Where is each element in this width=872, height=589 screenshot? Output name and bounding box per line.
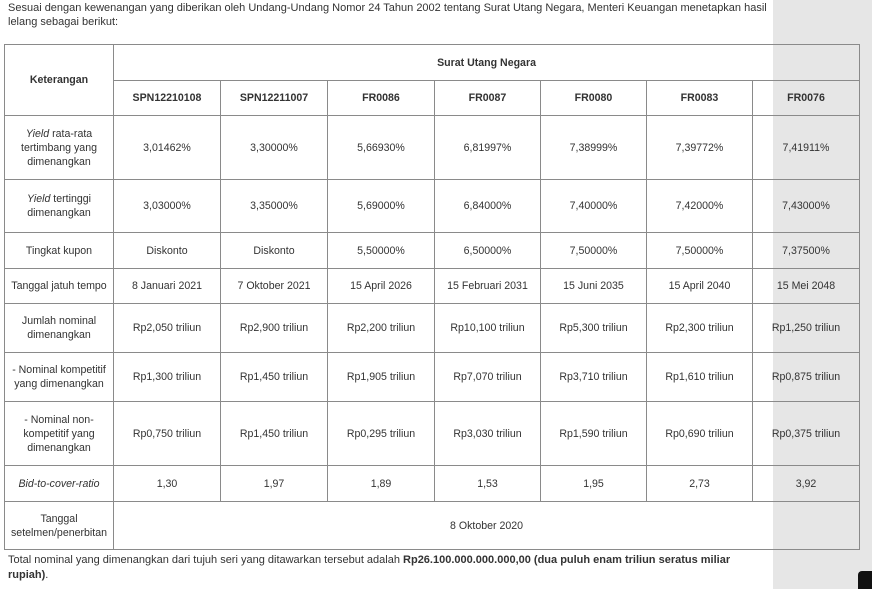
table-cell: 3,01462% bbox=[114, 116, 221, 180]
table-cell: Rp0,750 triliun bbox=[114, 402, 221, 466]
group-header: Surat Utang Negara bbox=[114, 45, 860, 81]
table-cell: Rp0,875 triliun bbox=[753, 353, 860, 402]
settlement-row bbox=[5, 502, 860, 550]
table-cell: 7 Oktober 2021 bbox=[221, 269, 328, 304]
footer-suffix: . bbox=[45, 569, 49, 581]
table-row bbox=[5, 116, 860, 180]
row-label bbox=[5, 180, 114, 233]
table-cell: 3,03000% bbox=[114, 180, 221, 233]
table-cell: Rp1,610 triliun bbox=[647, 353, 753, 402]
table-cell: 3,30000% bbox=[221, 116, 328, 180]
row-label-text: - Nominal non-kompetitif yang dimenangkan bbox=[23, 413, 95, 454]
series-header: FR0083 bbox=[647, 81, 753, 116]
row-label bbox=[5, 269, 114, 304]
header-row-group bbox=[5, 45, 860, 81]
table-cell: 3,92 bbox=[753, 466, 860, 502]
table-cell: 1,95 bbox=[541, 466, 647, 502]
row-label bbox=[5, 116, 114, 180]
table-cell: 8 Januari 2021 bbox=[114, 269, 221, 304]
table-row bbox=[5, 180, 860, 233]
row-label-text: rata-rata tertimbang yang dimenangkan bbox=[21, 127, 97, 168]
table-row bbox=[5, 353, 860, 402]
table-cell: 15 April 2040 bbox=[647, 269, 753, 304]
table-cell: 6,50000% bbox=[435, 233, 541, 269]
table-row bbox=[5, 269, 860, 304]
table-cell: Rp2,900 triliun bbox=[221, 304, 328, 353]
table-cell: 1,97 bbox=[221, 466, 328, 502]
table-cell: 5,66930% bbox=[328, 116, 435, 180]
row-label-italic: Bid-to-cover-ratio bbox=[18, 477, 100, 490]
table-cell: 1,53 bbox=[435, 466, 541, 502]
row-label-text: Tingkat kupon bbox=[25, 244, 93, 257]
table-cell: 1,30 bbox=[114, 466, 221, 502]
header-row-series bbox=[5, 81, 860, 116]
table-cell: 3,35000% bbox=[221, 180, 328, 233]
series-header: SPN12210108 bbox=[114, 81, 221, 116]
row-label-text: Tanggal jatuh tempo bbox=[11, 280, 107, 292]
table-cell: 7,40000% bbox=[541, 180, 647, 233]
row-label-text: - Nominal kompetitif yang dimenangkan bbox=[12, 364, 106, 390]
table-cell: 7,41911% bbox=[753, 116, 860, 180]
row-label bbox=[5, 353, 114, 402]
table-cell: 7,39772% bbox=[647, 116, 753, 180]
table-cell: Rp2,200 triliun bbox=[328, 304, 435, 353]
table-cell: 1,89 bbox=[328, 466, 435, 502]
table-cell: Rp2,300 triliun bbox=[647, 304, 753, 353]
table-cell: Rp1,590 triliun bbox=[541, 402, 647, 466]
intro-paragraph: Sesuai dengan kewenangan yang diberikan oleh Undang-Undang Nomor 24 Tahun 2002 tentang Surat Utang Negara, Menteri Keuangan menetapkan hasil lelang sebagai berikut: bbox=[8, 2, 767, 28]
settlement-label: Tanggal setelmen/penerbitan bbox=[5, 502, 114, 550]
table-cell: Diskonto bbox=[221, 233, 328, 269]
auction-results-table bbox=[4, 44, 860, 550]
series-header: FR0076 bbox=[753, 81, 860, 116]
corner-tab bbox=[858, 571, 872, 589]
table-cell: 7,50000% bbox=[647, 233, 753, 269]
series-header: FR0087 bbox=[435, 81, 541, 116]
table-cell: Rp1,450 triliun bbox=[221, 353, 328, 402]
table-cell: Rp10,100 triliun bbox=[435, 304, 541, 353]
table-cell: 15 Mei 2048 bbox=[753, 269, 860, 304]
table-cell: 15 Februari 2031 bbox=[435, 269, 541, 304]
table-cell: 15 April 2026 bbox=[328, 269, 435, 304]
series-header: FR0086 bbox=[328, 81, 435, 116]
row-label-text: tertinggi dimenangkan bbox=[27, 193, 91, 219]
table-cell: Rp7,070 triliun bbox=[435, 353, 541, 402]
table-cell: 7,38999% bbox=[541, 116, 647, 180]
row-label bbox=[5, 233, 114, 269]
table-cell: Rp1,450 triliun bbox=[221, 402, 328, 466]
table-cell: 7,50000% bbox=[541, 233, 647, 269]
table-cell: 5,50000% bbox=[328, 233, 435, 269]
table-cell: 6,81997% bbox=[435, 116, 541, 180]
table-cell: Rp1,250 triliun bbox=[753, 304, 860, 353]
table-cell: Rp3,710 triliun bbox=[541, 353, 647, 402]
table-cell: Rp1,300 triliun bbox=[114, 353, 221, 402]
table-row bbox=[5, 233, 860, 269]
table-cell: Rp0,690 triliun bbox=[647, 402, 753, 466]
series-header: SPN12211007 bbox=[221, 81, 328, 116]
table-cell: Rp3,030 triliun bbox=[435, 402, 541, 466]
settlement-value: 8 Oktober 2020 bbox=[114, 502, 860, 550]
table-row bbox=[5, 402, 860, 466]
table-cell: Rp1,905 triliun bbox=[328, 353, 435, 402]
table-cell: Rp0,295 triliun bbox=[328, 402, 435, 466]
row-label-italic: Yield bbox=[25, 127, 50, 140]
row-label bbox=[5, 402, 114, 466]
footer-total: Rp26.100.000.000.000,00 (dua puluh enam triliun seratus miliar rupiah) bbox=[8, 554, 731, 581]
table-row bbox=[5, 466, 860, 502]
table-cell: 2,73 bbox=[647, 466, 753, 502]
row-label-text: Jumlah nominal dimenangkan bbox=[21, 315, 97, 341]
row-label bbox=[5, 466, 114, 502]
table-cell: Rp5,300 triliun bbox=[541, 304, 647, 353]
table-cell: 5,69000% bbox=[328, 180, 435, 233]
keterangan-header: Keterangan bbox=[5, 45, 114, 116]
table-cell: 6,84000% bbox=[435, 180, 541, 233]
table-cell: 7,37500% bbox=[753, 233, 860, 269]
table-cell: 7,43000% bbox=[753, 180, 860, 233]
table-cell: Diskonto bbox=[114, 233, 221, 269]
table-cell: Rp2,050 triliun bbox=[114, 304, 221, 353]
table-cell: 15 Juni 2035 bbox=[541, 269, 647, 304]
row-label bbox=[5, 304, 114, 353]
series-header: FR0080 bbox=[541, 81, 647, 116]
table-cell: Rp0,375 triliun bbox=[753, 402, 860, 466]
footer-paragraph bbox=[8, 553, 768, 583]
table-cell: 7,42000% bbox=[647, 180, 753, 233]
table-row bbox=[5, 304, 860, 353]
footer-prefix: Total nominal yang dimenangkan dari tujuh seri yang ditawarkan tersebut adalah bbox=[8, 554, 404, 566]
row-label-italic: Yield bbox=[26, 193, 51, 205]
